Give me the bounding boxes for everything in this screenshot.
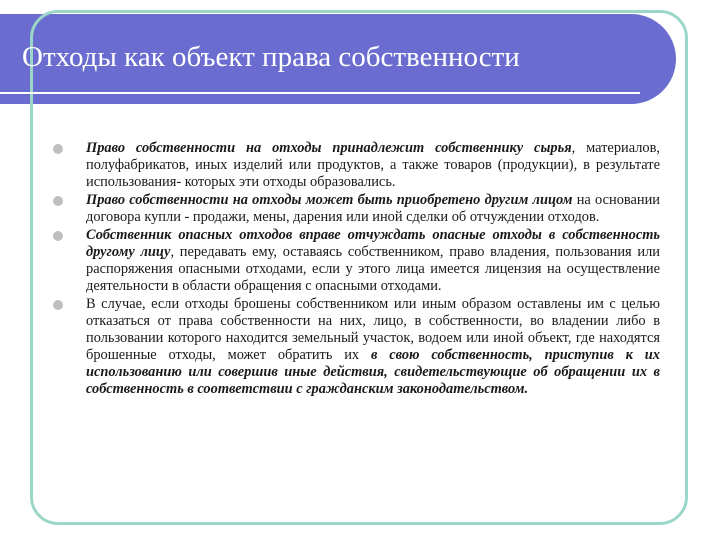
bullet-icon	[53, 300, 63, 310]
slide-title: Отходы как объект права собственности	[22, 41, 520, 73]
bullet-2-text: на основании договора купли - продажи, мены, дарения или иной сделки об отчуждении отходов.	[86, 192, 660, 225]
bullet-1-text: , материалов, полуфабрикатов, иных изделий или продуктов, а также товаров (продукции), в результате использования- которых эти отходы образовались.	[86, 140, 660, 190]
bullet-icon	[53, 231, 63, 241]
bullet-1-emphasis: Право собственности на отходы принадлежит собственнику сырья	[86, 140, 572, 156]
list-item	[86, 140, 660, 191]
bullet-icon	[53, 144, 63, 154]
bullet-2-emphasis: Право собственности на отходы может быть приобретено другим лицом	[86, 192, 573, 208]
bullet-list	[86, 140, 660, 398]
bullet-4-text: В случае, если отходы брошены собственником или иным образом оставлены им с целью отказаться от права собственности на них, лицо, в собственности, во владении либо в пользовании которого находится земельный участок, водоем или иной объект, где находятся брошенные отходы, может обратить их	[86, 296, 660, 363]
bullet-icon	[53, 196, 63, 206]
title-underline	[0, 92, 640, 94]
list-item	[86, 192, 660, 226]
list-item	[86, 227, 660, 295]
list-item	[86, 296, 660, 398]
bullet-4-emphasis: в свою собственность, приступив к их использованию или совершив иные действия, свидетельствующие об обращении их в собственность в соответствии с гражданским законодательством.	[86, 347, 660, 397]
bullet-3-emphasis: Собственник опасных отходов вправе отчуждать опасные отходы в собственность другому лицу	[86, 227, 660, 260]
bullet-3-text: , передавать ему, оставаясь собственником, право владения, пользования или распоряжения опасными отходами, если у этого лица имеется лицензия на осуществление деятельности в области обращения с опасными отходами.	[86, 244, 660, 294]
